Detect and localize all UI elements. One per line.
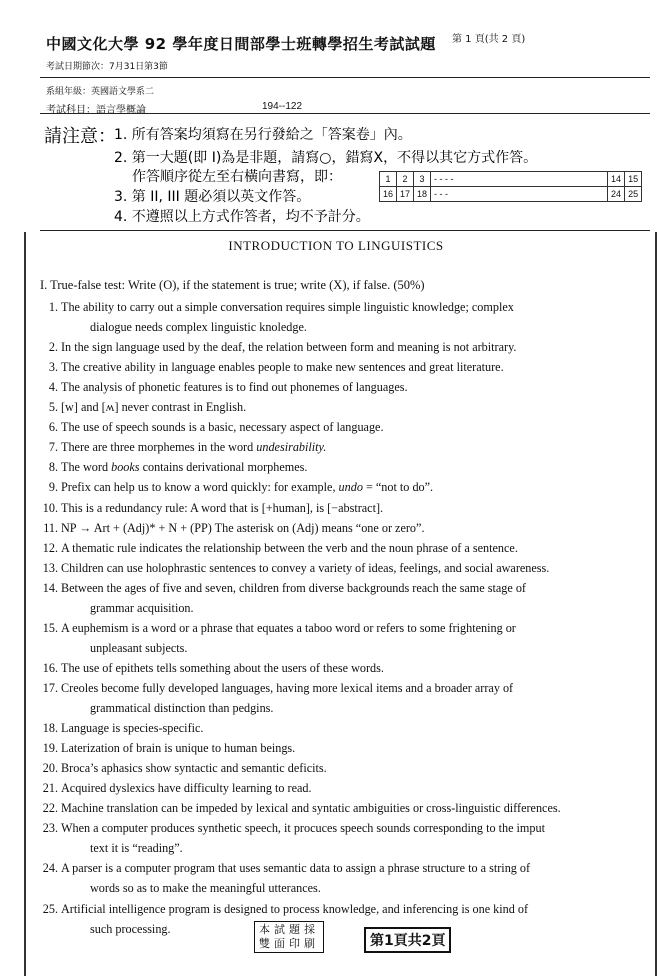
note-item-3: 3. 第 II, III 題必須以英文作答。: [114, 189, 311, 205]
question-item: [38, 357, 504, 377]
question-text: A parser is a computer program that uses semantic data to assign a phrase structure to a string of: [61, 861, 531, 876]
note-item-4: 4. 不遵照以上方式作答者，均不予計分。: [114, 209, 370, 225]
question-text: The use of epithets tells something about the users of these words.: [61, 660, 384, 675]
question-text: Broca’s aphasics show syntactic and semantic deficits.: [61, 761, 327, 776]
grid-cell: 17: [397, 187, 414, 202]
question-text: The ability to carry out a simple conversation requires simple linguistic knowledge; complex: [61, 300, 514, 314]
question-item: [38, 558, 549, 578]
subject-label: 考試科目：語言學概論: [46, 105, 146, 116]
question-item: [38, 397, 246, 417]
question-number: 10.: [42, 500, 58, 515]
question-text: This is a redundancy rule: A word that is [+human], is [−abstract].: [61, 500, 384, 515]
question-number: 3.: [48, 360, 58, 375]
question-number: 9.: [48, 480, 58, 495]
right-margin-line: [655, 232, 657, 976]
question-number: 4.: [48, 380, 58, 395]
question-item: [38, 417, 384, 437]
question-text: Laterization of brain is unique to human beings.: [61, 741, 296, 756]
question-text: Machine translation can be impeded by lexical and syntatic ambiguities or cross-linguistic differences.: [61, 801, 561, 816]
question-text: A euphemism is a word or a phrase that equates a taboo word or refers to some frightening or: [61, 620, 516, 635]
grid-cell: - - -: [431, 187, 608, 202]
question-item: [38, 337, 516, 357]
question-item: [38, 858, 530, 898]
question-item: [38, 477, 433, 497]
question-text: In the sign language used by the deaf, the relation between form and meaning is not arbitrary.: [61, 340, 517, 355]
question-text: The creative ability in language enables people to make new sentences and great literature.: [61, 360, 504, 375]
question-number: 5.: [48, 400, 58, 415]
question-italic-term: books: [111, 460, 140, 475]
question-number: 11.: [43, 520, 58, 535]
question-text: The word: [61, 460, 112, 475]
question-item: [38, 798, 561, 818]
note-item-1: 1. 所有答案均須寫在另行發給之「答案卷」內。: [114, 127, 412, 143]
question-continuation: such processing.: [90, 921, 171, 936]
question-number: 2.: [48, 340, 58, 355]
department: 系組年級：英國語文學系二: [46, 87, 155, 97]
stamp-line-1: 本試題採: [259, 923, 319, 936]
question-number: 8.: [48, 460, 58, 475]
exam-title: 中國文化大學 92 學年度日間部學士班轉學招生考試試題: [46, 35, 436, 53]
question-number: 6.: [48, 420, 58, 435]
question-continuation: grammar acquisition.: [90, 600, 194, 615]
double-sided-stamp: [254, 921, 324, 953]
question-text: A thematic rule indicates the relationship between the verb and the noun phrase of a sentence.: [61, 540, 518, 555]
question-item: [38, 297, 514, 337]
question-text: NP → Art + (Adj)* + N + (PP) The asterisk on (Adj) means “one or zero”.: [61, 520, 425, 535]
grid-cell: 25: [625, 187, 642, 202]
question-number: 23.: [42, 821, 58, 836]
question-continuation: unpleasant subjects.: [90, 640, 188, 655]
question-number: 17.: [42, 680, 58, 695]
grid-cell: 1: [380, 172, 397, 187]
question-number: 15.: [42, 620, 58, 635]
question-number: 7.: [48, 440, 58, 455]
exam-date: 考試日期節次：7月31日第3節: [46, 62, 168, 72]
question-item: [38, 778, 312, 798]
grid-cell: 18: [414, 187, 431, 202]
question-text: Acquired dyslexics have difficulty learning to read.: [61, 781, 312, 796]
question-item: [38, 718, 203, 738]
question-text-after: contains derivational morphemes.: [139, 460, 308, 475]
grid-cell: 2: [397, 172, 414, 187]
question-text: When a computer produces synthetic speech, it procuces speech sounds corresponding to the imput: [61, 821, 545, 836]
question-number: 13.: [42, 560, 58, 575]
question-item: [38, 457, 307, 477]
question-text: There are three morphemes in the word: [61, 440, 257, 455]
question-number: 12.: [42, 540, 58, 555]
grid-cell: 14: [608, 172, 625, 187]
question-text: Artificial intelligence program is designed to process knowledge, and inferencing is one kind of: [61, 901, 529, 916]
question-italic-term: undesirability.: [256, 440, 327, 455]
question-number: 19.: [42, 741, 58, 756]
grid-cell: 16: [380, 187, 397, 202]
question-number: 16.: [42, 660, 58, 675]
subject-code: 194--122: [262, 101, 303, 112]
question-continuation: dialogue needs complex linguistic knoledge.: [90, 320, 307, 334]
question-text: [w] and [ʍ] never contrast in English.: [61, 400, 247, 415]
note-item-2-cont: 作答順序從左至右橫向書寫，即：: [132, 169, 342, 185]
question-number: 24.: [42, 861, 58, 876]
question-item: [38, 437, 326, 457]
question-number: 21.: [42, 781, 58, 796]
question-text: Between the ages of five and seven, children from diverse backgrounds reach the same stage of: [61, 580, 526, 595]
grid-cell: 24: [608, 187, 625, 202]
question-item: [38, 618, 516, 658]
question-text: Creoles become fully developed languages, having more lexical items and a broader array of: [61, 680, 514, 695]
header-divider-1: [40, 77, 650, 78]
note-item-2: 2. 第一大題(即 I)為是非題，請寫○，錯寫X，不得以其它方式作答。: [114, 150, 538, 166]
page-number-box: 第1頁共2頁: [364, 927, 451, 953]
question-number: 1.: [48, 300, 58, 314]
stamp-line-2: 雙面印刷: [259, 937, 319, 950]
question-item: [38, 678, 513, 718]
question-text: The analysis of phonetic features is to find out phonemes of languages.: [61, 380, 408, 395]
question-number: 20.: [42, 761, 58, 776]
question-text: Prefix can help us to know a word quickly: for example,: [61, 480, 339, 495]
question-item: [38, 658, 384, 678]
question-text: Children can use holophrastic sentences to convey a variety of ideas, feelings, and social awareness.: [61, 560, 550, 575]
notes-heading: 請注意：: [44, 126, 116, 147]
question-continuation: words so as to make the meaningful utterances.: [90, 881, 321, 896]
section-heading: I. True-false test: Write (O), if the statement is true; write (X), if false. (50%): [40, 278, 425, 292]
document-title: INTRODUCTION TO LINGUISTICS: [228, 238, 444, 253]
question-italic-term: undo: [338, 480, 363, 495]
question-text-after: = “not to do”.: [362, 480, 434, 495]
question-item: [38, 738, 295, 758]
page-info: 第 1 頁(共 2 頁): [452, 34, 526, 45]
question-item: [38, 758, 327, 778]
question-continuation: text it is “reading”.: [90, 841, 183, 856]
question-item: [38, 818, 545, 858]
question-number: 18.: [42, 721, 58, 736]
answer-order-grid: [379, 171, 642, 202]
question-text: The use of speech sounds is a basic, necessary aspect of language.: [61, 420, 384, 435]
question-item: [38, 578, 526, 618]
question-number: 25.: [42, 901, 58, 916]
question-item: [38, 377, 408, 397]
question-continuation: grammatical distinction than pedgins.: [90, 700, 274, 715]
grid-cell: 15: [625, 172, 642, 187]
question-number: 22.: [42, 801, 58, 816]
question-number: 14.: [42, 580, 58, 595]
question-item: [38, 518, 425, 538]
grid-cell: - - - -: [431, 172, 608, 187]
header-divider-3: [40, 230, 650, 231]
question-text: Language is species-specific.: [61, 721, 204, 736]
left-margin-line: [24, 232, 26, 976]
question-item: [38, 498, 383, 518]
header-divider-2: [40, 113, 650, 114]
question-item: [38, 538, 518, 558]
grid-cell: 3: [414, 172, 431, 187]
